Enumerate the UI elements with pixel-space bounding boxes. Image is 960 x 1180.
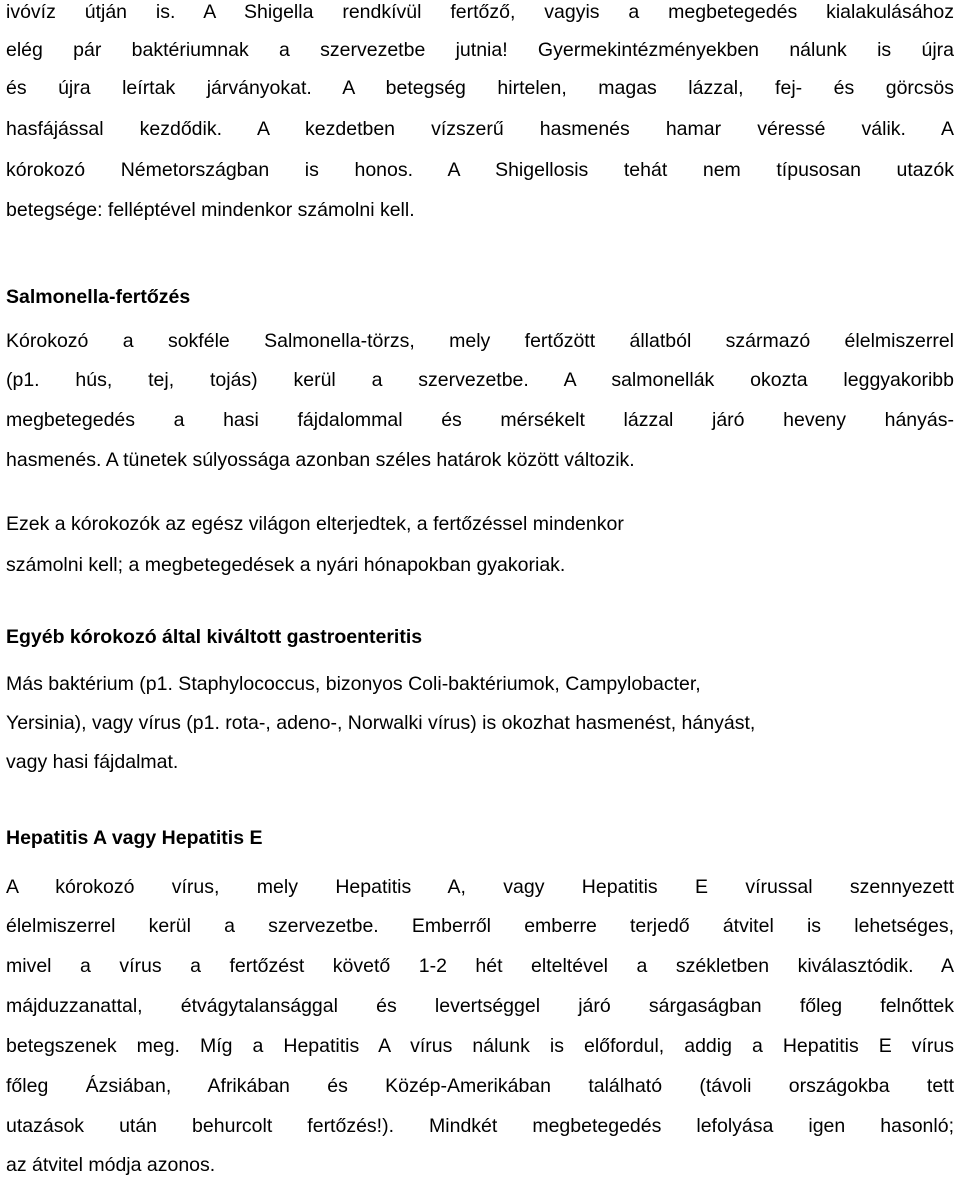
text-line: kórokozó Németországban is honos. A Shigellosis tehát nem típusosan utazók [6, 159, 954, 181]
text-line: számolni kell; a megbetegedések a nyári hónapokban gyakoriak. [6, 554, 566, 576]
text-line: vagy hasi fájdalmat. [6, 751, 179, 773]
text-line: utazások után behurcolt fertőzés!). Mindkét megbetegedés lefolyása igen hasonló; [6, 1115, 954, 1137]
section-heading-hepatitis: Hepatitis A vagy Hepatitis E [6, 827, 263, 849]
text-line: Ezek a kórokozók az egész világon elterjedtek, a fertőzéssel mindenkor [6, 513, 624, 535]
text-line: Kórokozó a sokféle Salmonella-törzs, mely fertőzött állatból származó élelmiszerrel [6, 330, 954, 352]
text-line: Yersinia), vagy vírus (p1. rota-, adeno-, Norwalki vírus) is okozhat hasmenést, hányást, [6, 712, 756, 734]
text-line: (p1. hús, tej, tojás) kerül a szervezetbe. A salmonellák okozta leggyakoribb [6, 369, 954, 391]
text-line: főleg Ázsiában, Afrikában és Közép-Amerikában található (távoli országokba tett [6, 1075, 954, 1097]
section-heading-other: Egyéb kórokozó által kiváltott gastroenteritis [6, 626, 423, 648]
text-line: betegszenek meg. Míg a Hepatitis A vírus nálunk is előfordul, addig a Hepatitis E vírus [6, 1035, 954, 1057]
text-line: élelmiszerrel kerül a szervezetbe. Emberről emberre terjedő átvitel is lehetséges, [6, 915, 954, 937]
text-line: A kórokozó vírus, mely Hepatitis A, vagy Hepatitis E vírussal szennyezett [6, 876, 954, 898]
text-line: májduzzanattal, étvágytalansággal és levertséggel járó sárgaságban főleg felnőttek [6, 995, 954, 1017]
text-line: az átvitel módja azonos. [6, 1154, 216, 1176]
text-line: elég pár baktériumnak a szervezetbe jutnia! Gyermekintézményekben nálunk is újra [6, 39, 954, 61]
text-line: megbetegedés a hasi fájdalommal és mérsékelt lázzal járó heveny hányás- [6, 409, 954, 431]
text-line: hasmenés. A tünetek súlyossága azonban széles határok között változik. [6, 449, 635, 471]
text-line: mivel a vírus a fertőzést követő 1-2 hét elteltével a székletben kiválasztódik. A [6, 955, 954, 977]
text-line: és újra leírtak járványokat. A betegség hirtelen, magas lázzal, fej- és görcsös [6, 77, 954, 99]
text-line: betegsége: felléptével mindenkor számolni kell. [6, 199, 415, 221]
text-line: ivóvíz útján is. A Shigella rendkívül fertőző, vagyis a megbetegedés kialakulásához [6, 1, 954, 23]
text-line: hasfájással kezdődik. A kezdetben vízszerű hasmenés hamar véressé válik. A [6, 118, 954, 140]
text-line: Más baktérium (p1. Staphylococcus, bizonyos Coli-baktériumok, Campylobacter, [6, 673, 701, 695]
section-heading-salmonella: Salmonella-fertőzés [6, 286, 191, 308]
